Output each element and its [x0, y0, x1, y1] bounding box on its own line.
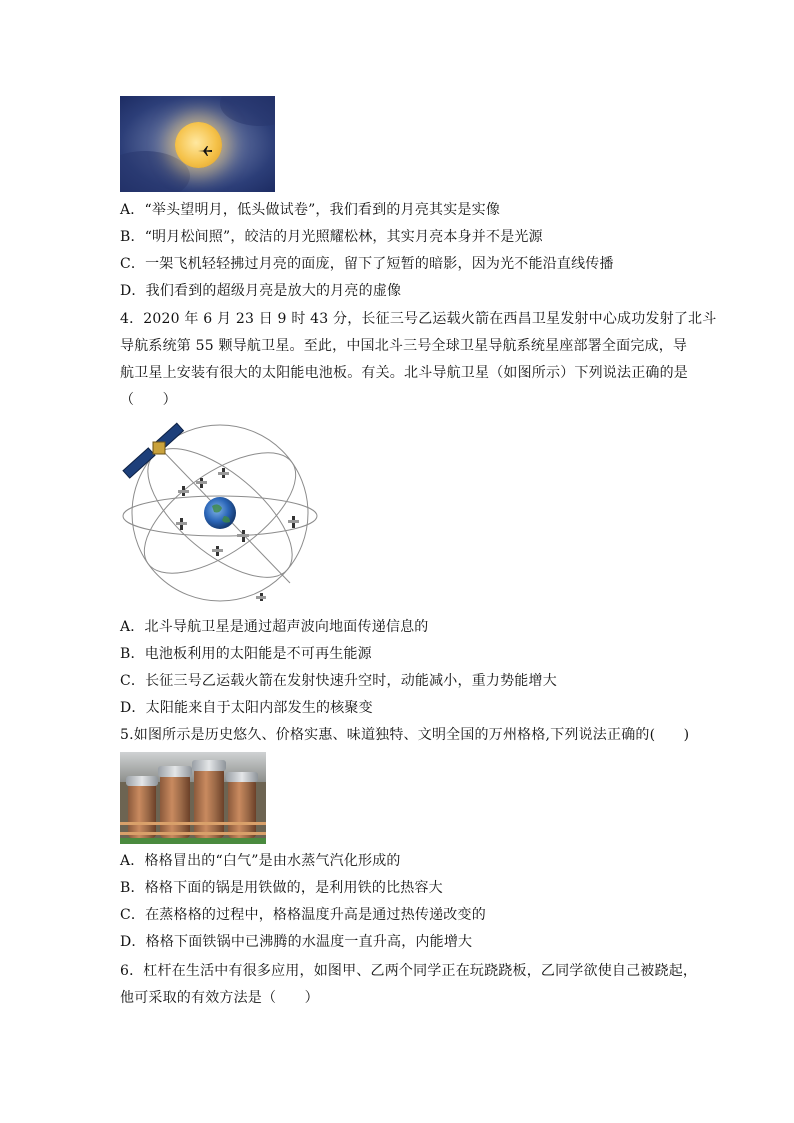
q4-stem-line-3: 航卫星上安装有很大的太阳能电池板。有关。北斗导航卫星（如图所示）下列说法正确的是 — [120, 365, 688, 381]
steamer-food-photo — [120, 752, 266, 844]
q3-option-c: C．一架飞机轻轻拂过月亮的面庞，留下了短暂的暗影，因为光不能沿直线传播 — [120, 256, 614, 272]
moon-disc — [175, 122, 222, 168]
q4-option-b: B．电池板利用的太阳能是不可再生能源 — [120, 646, 372, 662]
q4-stem-line-1: 4．2020 年 6 月 23 日 9 时 43 分，长征三号乙运载火箭在西昌卫星发射中心成功发射了北斗 — [120, 311, 717, 327]
earth-icon — [204, 497, 236, 529]
airplane-icon — [198, 146, 212, 156]
satellite-icon-large — [123, 423, 183, 478]
q3-option-b: B．“明月松间照”，皎洁的月光照耀松林，其实月亮本身并不是光源 — [120, 229, 543, 245]
q5-option-c: C．在蒸格格的过程中，格格温度升高是通过热传递改变的 — [120, 907, 486, 923]
q4-option-a: A．北斗导航卫星是通过超声波向地面传递信息的 — [120, 619, 429, 635]
q3-option-a: A．“举头望明月，低头做试卷”，我们看到的月亮其实是实像 — [120, 202, 501, 218]
satellite-icons-small — [176, 468, 299, 601]
q4-stem-line-2: 导航系统第 55 颗导航卫星。至此，中国北斗三号全球卫星导航系统星座部署全面完成，导 — [120, 338, 688, 354]
q5-option-b: B．格格下面的锅是用铁做的，是利用铁的比热容大 — [120, 880, 443, 896]
q6-stem-line-1: 6．杠杆在生活中有很多应用，如图甲、乙两个同学正在玩跷跷板，乙同学欲使自己被跷起， — [120, 963, 698, 979]
moon-photo — [120, 96, 275, 192]
q5-option-d: D．格格下面铁锅中已沸腾的水温度一直升高，内能增大 — [120, 934, 473, 950]
q4-answer-blank: （ ） — [120, 392, 177, 408]
q4-option-c: C．长征三号乙运载火箭在发射快速升空时，动能减小，重力势能增大 — [120, 673, 557, 689]
beidou-satellite-diagram — [120, 418, 320, 603]
q4-option-d: D．太阳能来自于太阳内部发生的核聚变 — [120, 700, 373, 716]
q6-stem-line-2: 他可采取的有效方法是（ ） — [120, 990, 319, 1006]
q3-option-d: D．我们看到的超级月亮是放大的月亮的虚像 — [120, 283, 402, 299]
q5-option-a: A．格格冒出的“白气”是由水蒸气汽化形成的 — [120, 853, 401, 869]
q5-stem-line-1: 5.如图所示是历史悠久、价格实惠、味道独特、文明全国的万州格格,下列说法正确的( ) — [120, 727, 690, 743]
